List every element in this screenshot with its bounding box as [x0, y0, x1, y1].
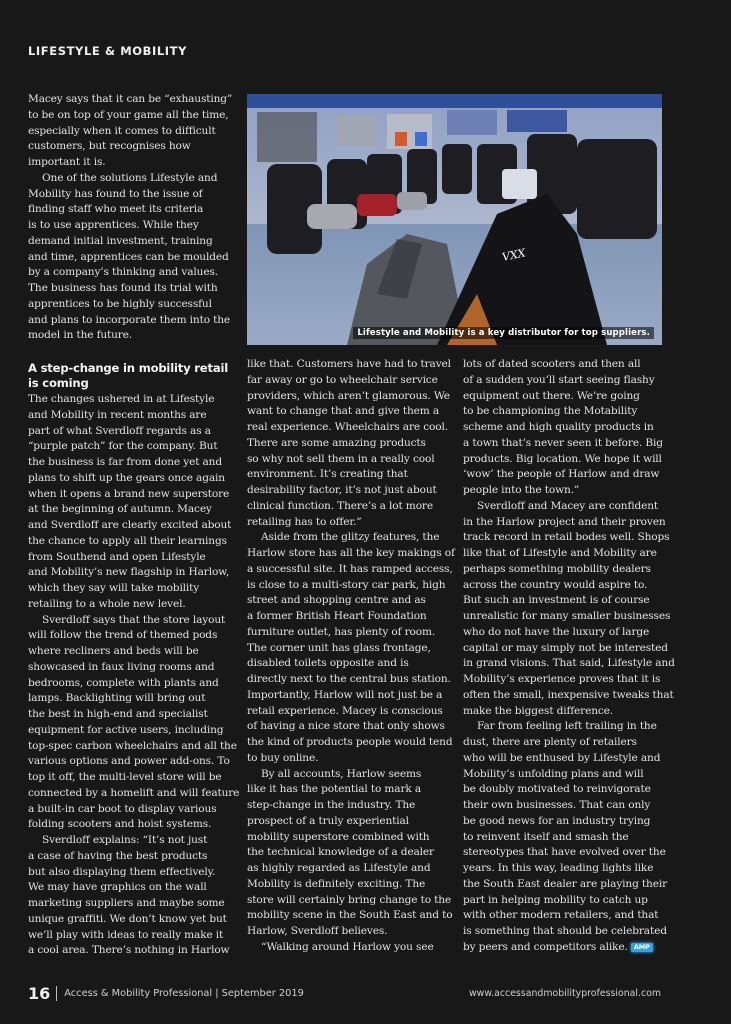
text-line: and Sverdloff are clearly excited about: [28, 519, 232, 531]
text-line: disabled toilets opposite and is: [247, 657, 409, 670]
text-line: retail experience. Macey is conscious: [247, 704, 443, 717]
paragraph: [247, 767, 451, 940]
text-line: showcased in faux living rooms and: [28, 660, 215, 673]
text-line: like that. Customers have had to travel: [247, 358, 451, 370]
text-line: and Mobility’s new flagship in Harlow,: [28, 566, 230, 579]
text-line: Importantly, Harlow will not just be a: [247, 688, 443, 701]
text-line: a successful site. It has ramped access,: [247, 562, 453, 575]
showroom-image: [247, 94, 662, 345]
text-line: Sverdloff says that the store layout: [42, 613, 226, 626]
text-line: part in helping mobility to catch up: [463, 893, 648, 906]
paragraph: [247, 940, 451, 956]
section-label: LIFESTYLE & MOBILITY: [28, 44, 188, 58]
text-line: stereotypes that have evolved over the: [463, 846, 666, 859]
text-line: lamps. Backlighting will bring out: [28, 692, 206, 705]
text-line: environment. It’s creating that: [247, 468, 408, 481]
text-line: clinical function. There’s a lot more: [247, 499, 433, 512]
text-line: folding scooters and hoist systems.: [28, 818, 212, 831]
text-line: mobility scene in the South East and to: [247, 909, 453, 922]
text-line: But such an investment is of course: [463, 594, 650, 607]
text-line: especially when it comes to difficult: [28, 124, 216, 137]
footer: [28, 984, 304, 1003]
text-line: part of what Sverdloff regards as a: [28, 424, 211, 437]
text-line: but also displaying them effectively.: [28, 865, 216, 878]
text-line: various options and power add-ons. To: [28, 755, 230, 768]
text-line: to buy online.: [247, 751, 319, 764]
last-line-wrap: [463, 940, 667, 956]
text-line: directly next to the central bus station.: [247, 673, 451, 685]
text-line: apprentices to be highly successful: [28, 297, 212, 310]
text-line: providers, which aren’t glamorous. We: [247, 389, 450, 402]
text-line: marketing suppliers and maybe some: [28, 897, 225, 909]
text-line: street and shopping centre and as: [247, 594, 426, 607]
text-line: Mobility is definitely exciting. The: [247, 877, 426, 890]
text-line: unrealistic for many smaller businesses: [463, 610, 671, 622]
text-line: mobility superstore combined with: [247, 830, 430, 843]
text-line: be good news for an industry trying: [463, 814, 651, 827]
text-line: and plans to incorporate them into the: [28, 313, 231, 326]
text-line: so why not sell them in a really cool: [247, 452, 435, 465]
text-line: of a sudden you’ll start seeing flashy: [463, 373, 655, 386]
article-column-2: [247, 357, 455, 956]
text-line: years. In this way, leading lights like: [463, 862, 654, 874]
text-line: Macey says that it can be “exhausting”: [28, 93, 233, 105]
text-line: want to change that and give them a: [247, 405, 440, 418]
text-line: top it off, the multi-level store will be: [28, 771, 222, 783]
text-line: the South East dealer are playing their: [463, 877, 667, 890]
text-line: real experience. Wheelchairs are cool.: [247, 421, 448, 433]
text-line: like that of Lifestyle and Mobility are: [463, 547, 657, 559]
text-line: in grand visions. That said, Lifestyle and: [463, 657, 675, 670]
text-line: plans to shift up the gears once again: [28, 471, 225, 484]
text-line: which they say will take mobility: [28, 582, 200, 594]
subheading: [28, 361, 232, 390]
text-line: at the beginning of autumn. Macey: [28, 503, 212, 516]
text-line: and Mobility in recent months are: [28, 408, 207, 421]
photo-caption: Lifestyle and Mobility is a key distributor for top suppliers.: [353, 327, 654, 339]
text-line: dust, there are plenty of retailers: [463, 736, 637, 748]
text-line: important it is.: [28, 156, 106, 168]
text-line: to be on top of your game all the time,: [28, 108, 229, 121]
website-url[interactable]: www.accessandmobilityprofessional.com: [468, 988, 661, 999]
text-line: step-change in the industry. The: [247, 799, 416, 811]
subheading-line: is coming: [28, 375, 89, 390]
paragraph: [28, 92, 232, 171]
text-line: often the small, inexpensive tweaks that: [463, 688, 674, 701]
text-line: with other modern retailers, and that: [463, 909, 659, 922]
text-line: connected by a homelift and will feature: [28, 786, 240, 799]
text-line: products. Big location. We hope it will: [463, 452, 662, 465]
text-line: Mobility has found to the issue of: [28, 187, 203, 200]
text-line: a town that’s never seen it before. Big: [463, 436, 663, 449]
text-line: bedrooms, complete with plants and: [28, 676, 219, 689]
text-line: retailing to a whole new level.: [28, 597, 186, 610]
amp-end-badge: AMP: [631, 943, 653, 952]
text-line: be doubly motivated to reinvigorate: [463, 783, 651, 796]
scooter-logo: VXX: [500, 246, 527, 264]
text-line: The business has found its trial with: [28, 282, 218, 294]
text-line: far away or go to wheelchair service: [247, 373, 438, 386]
paragraph: [28, 613, 240, 834]
text-line: capital or may simply not be interested: [463, 641, 668, 654]
paragraph: [463, 719, 667, 955]
text-line: Far from feeling left trailing in the: [477, 720, 657, 733]
text-line: store will certainly bring change to the: [247, 893, 452, 906]
text-line: to reinvent itself and smash the: [463, 830, 629, 843]
text-line: of having a nice store that only shows: [247, 720, 445, 733]
text-line: unique graffiti. We don’t know yet but: [28, 912, 227, 925]
text-line: the technical knowledge of a dealer: [247, 846, 434, 859]
text-line: the chance to apply all their learnings: [28, 534, 227, 547]
text-line: who do not have the luxury of large: [463, 625, 650, 638]
footer-divider: [56, 986, 57, 1001]
text-line: who will be enthused by Lifestyle and: [463, 751, 661, 764]
text-line: is something that should be celebrated: [463, 925, 667, 937]
text-line: when it opens a brand new superstore: [28, 487, 230, 500]
paragraph: [463, 499, 675, 720]
text-line: a cool area. There’s nothing in Harlow: [28, 944, 230, 957]
text-line: where recliners and beds will be: [28, 645, 199, 657]
publication-info: Access & Mobility Professional | September 2019: [64, 988, 304, 999]
text-line: people into the town.”: [463, 484, 580, 496]
paragraph: [28, 171, 232, 344]
text-line: a former British Heart Foundation: [247, 610, 427, 622]
text-line: equipment out there. We’re going: [463, 389, 640, 402]
paragraph: [247, 357, 451, 530]
text-line: scheme and high quality products in: [463, 421, 654, 433]
text-line: in the Harlow project and their proven: [463, 515, 666, 528]
text-line: demand initial investment, training: [28, 234, 213, 247]
text-line: Sverdloff and Macey are confident: [477, 499, 658, 512]
text-line: like it has the potential to mark a: [247, 783, 422, 796]
text-line: lots of dated scooters and then all: [463, 358, 641, 370]
text-line: One of the solutions Lifestyle and: [42, 171, 218, 184]
text-line: equipment for active users, including: [28, 723, 224, 736]
text-line: Sverdloff explains: “It’s not just: [42, 834, 208, 846]
showroom-photo: [247, 94, 662, 345]
text-line: top-spec carbon wheelchairs and all the: [28, 739, 237, 752]
text-line: “Walking around Harlow you see: [261, 940, 434, 953]
text-line: customers, but recognises how: [28, 140, 191, 153]
text-line: is to use apprentices. While they: [28, 219, 199, 231]
text-line: by a company’s thinking and values.: [28, 266, 218, 279]
text-line: track record in retail bodes well. Shops: [463, 531, 670, 544]
intro-column: [28, 92, 232, 344]
paragraph: [28, 392, 232, 613]
text-line: will follow the trend of themed pods: [28, 629, 218, 642]
text-line: is close to a multi-story car park, high: [247, 578, 446, 591]
text-line: from Southend and open Lifestyle: [28, 550, 206, 563]
text-line: The corner unit has glass frontage,: [247, 641, 431, 654]
text-line: and time, apprentices can be moulded: [28, 250, 229, 263]
text-line: as highly regarded as Lifestyle and: [247, 862, 431, 874]
paragraph: [463, 357, 667, 499]
text-line: retailing has to offer.”: [247, 515, 362, 528]
paragraph: [28, 833, 232, 959]
text-line: Harlow, Sverdloff believes.: [247, 925, 388, 937]
text-line: the best in high-end and specialist: [28, 708, 208, 720]
paragraph: [247, 530, 455, 766]
text-line: desirability factor, it’s not just about: [247, 484, 437, 496]
text-line: furniture outlet, has plenty of room.: [247, 625, 436, 638]
text-line: across the country would aspire to.: [463, 578, 648, 591]
text-line: Mobility’s experience proves that it is: [463, 673, 661, 685]
text-line: the business is far from done yet and: [28, 456, 222, 468]
text-line: by peers and competitors alike.: [463, 940, 628, 953]
page-number: 16: [28, 984, 51, 1003]
text-line: perhaps something mobility dealers: [463, 562, 651, 575]
text-line: There are some amazing products: [247, 436, 426, 449]
text-line: finding staff who meet its criteria: [28, 203, 204, 216]
text-line: By all accounts, Harlow seems: [261, 767, 422, 780]
text-line: ‘wow’ the people of Harlow and draw: [463, 468, 660, 481]
text-line: make the biggest difference.: [463, 704, 614, 717]
text-line: prospect of a truly experiential: [247, 814, 409, 827]
text-line: We may have graphics on the wall: [28, 881, 207, 894]
text-line: Aside from the glitzy features, the: [261, 531, 440, 544]
text-line: Harlow store has all the key makings of: [247, 547, 455, 559]
text-line: model in the future.: [28, 329, 133, 342]
text-line: “purple patch” for the company. But: [28, 440, 218, 453]
text-line: The changes ushered in at Lifestyle: [28, 393, 215, 405]
subheading-line: A step-change in mobility retail: [28, 361, 228, 375]
text-line: the kind of products people would tend: [247, 736, 453, 748]
text-line: a built-in car boot to display various: [28, 802, 217, 815]
article-column-3: [463, 357, 675, 956]
text-line: their own businesses. That can only: [463, 799, 651, 811]
text-line: to be championing the Motability: [463, 405, 638, 418]
text-line: a case of having the best products: [28, 849, 208, 862]
article-column-1: [28, 361, 240, 959]
text-line: Mobility’s unfolding plans and will: [463, 767, 644, 780]
text-line: we’ll play with ideas to really make it: [28, 928, 224, 941]
